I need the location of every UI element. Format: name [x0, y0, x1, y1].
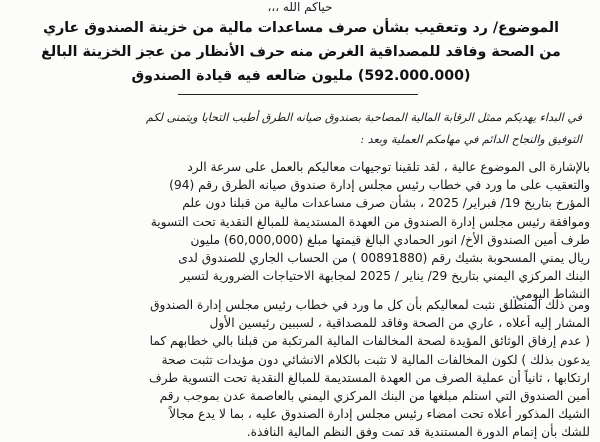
paragraph-line: ارتكابها ، ثانياً أن عملية الصرف من العهدة المستديمة للمبالغ النقدية تحت التسوية طرف — [149, 370, 590, 385]
paragraph-line: البنك المركزي اليمني بتاريخ 29/ يناير / 2025 لمجابهة الاحتياجات الضرورية لتسير — [180, 269, 590, 284]
paragraph-line: المؤرخ بتاريخ 19/ فبراير/ 2025 ، بشأن صرف مساعدات مالية من قبلنا دون علم — [182, 196, 590, 211]
paragraph-line: الشيك المذكور أعلاه تحت امضاء رئيس مجلس إدارة الصندوق عليه ، بما لا يدع مجالاً — [169, 407, 590, 422]
paragraph-line: ومن ذلك المنطلق نثبت لمعاليكم بأن كل ما ورد في خطاب رئيس مجلس إدارة الصندوق — [150, 298, 590, 312]
subject-line: (592.000.000) مليون ضالعه فيه قيادة الصندوق — [131, 68, 471, 84]
paragraph-line: للشك بأن إتمام الدورة المستندية قد تمت وفق النظم المالية النافذة. — [246, 425, 590, 440]
body-paragraph-2 — [12, 296, 590, 442]
handwritten-intro — [20, 107, 582, 151]
paragraph-line: يدعون بذلك ) لكون المخالفات المالية لا تثبت بالكلام الانشائي دون مؤيدات تثبت صحة — [161, 352, 590, 367]
intro-line: التوفيق والنجاح الدائم في مهامكم العملية وبعد : — [360, 133, 582, 146]
subject-heading — [12, 16, 590, 88]
paragraph-line: أمين الصندوق التي استلم مبلغها من البنك المركزي اليمني بالعاصمة عدن بموجب رقم — [159, 389, 590, 404]
subject-divider — [178, 94, 418, 95]
subject-line: من الصحة وفاقد للمصداقية الغرض منه حرف الأنظار من عجز الخزينة البالغ — [41, 44, 561, 60]
greeting-line: حياكم الله ،،، — [267, 0, 333, 14]
paragraph-line: ( عدم إرفاق الوثائق المؤيدة لصحة المخالفات المالية المرتكبة من قبلنا بالي خطابهم كما — [149, 334, 590, 349]
paragraph-line: بالإشارة الى الموضوع عالية ، لقد تلقينا توجيهات معاليكم بالعمل على سرعة الرد — [187, 160, 590, 174]
paragraph-line: المشار إليه أعلاه ، عاري من الصحة وفاقد للمصداقية ، لسببين رئيسين الأول — [209, 316, 590, 331]
body-paragraph-1 — [12, 158, 590, 304]
paragraph-line: والتعقيب على ما ورد في خطاب رئيس مجلس إدارة صندوق صيانه الطرق رقم (94) — [169, 178, 590, 193]
paragraph-line: طرف أمين الصندوق الأخ/ انور الحمادي البالغ قيمتها مبلغ (60,000,000) مليون — [190, 232, 590, 247]
intro-line: في البداء يهديكم ممثل الرقابة المالية المصاحبة بصندوق صيانه الطرق أطيب التحايا ويتمنى لكم — [146, 111, 582, 124]
paragraph-line: ريال يمني المسحوبة بشيك رقم (00891880 ) من الحساب الجاري للصندوق لدى — [178, 251, 590, 266]
paragraph-line: النشاط اليومي. — [511, 287, 590, 302]
paragraph-line: وموافقة رئيس مجلس إدارة الصندوق من العهدة المستديمة للمبالغ النقدية تحت التسوية — [150, 214, 590, 229]
subject-line: الموضوع/ رد وتعقيب بشأن صرف مساعدات مالية من خزينة الصندوق عاري — [43, 20, 559, 36]
